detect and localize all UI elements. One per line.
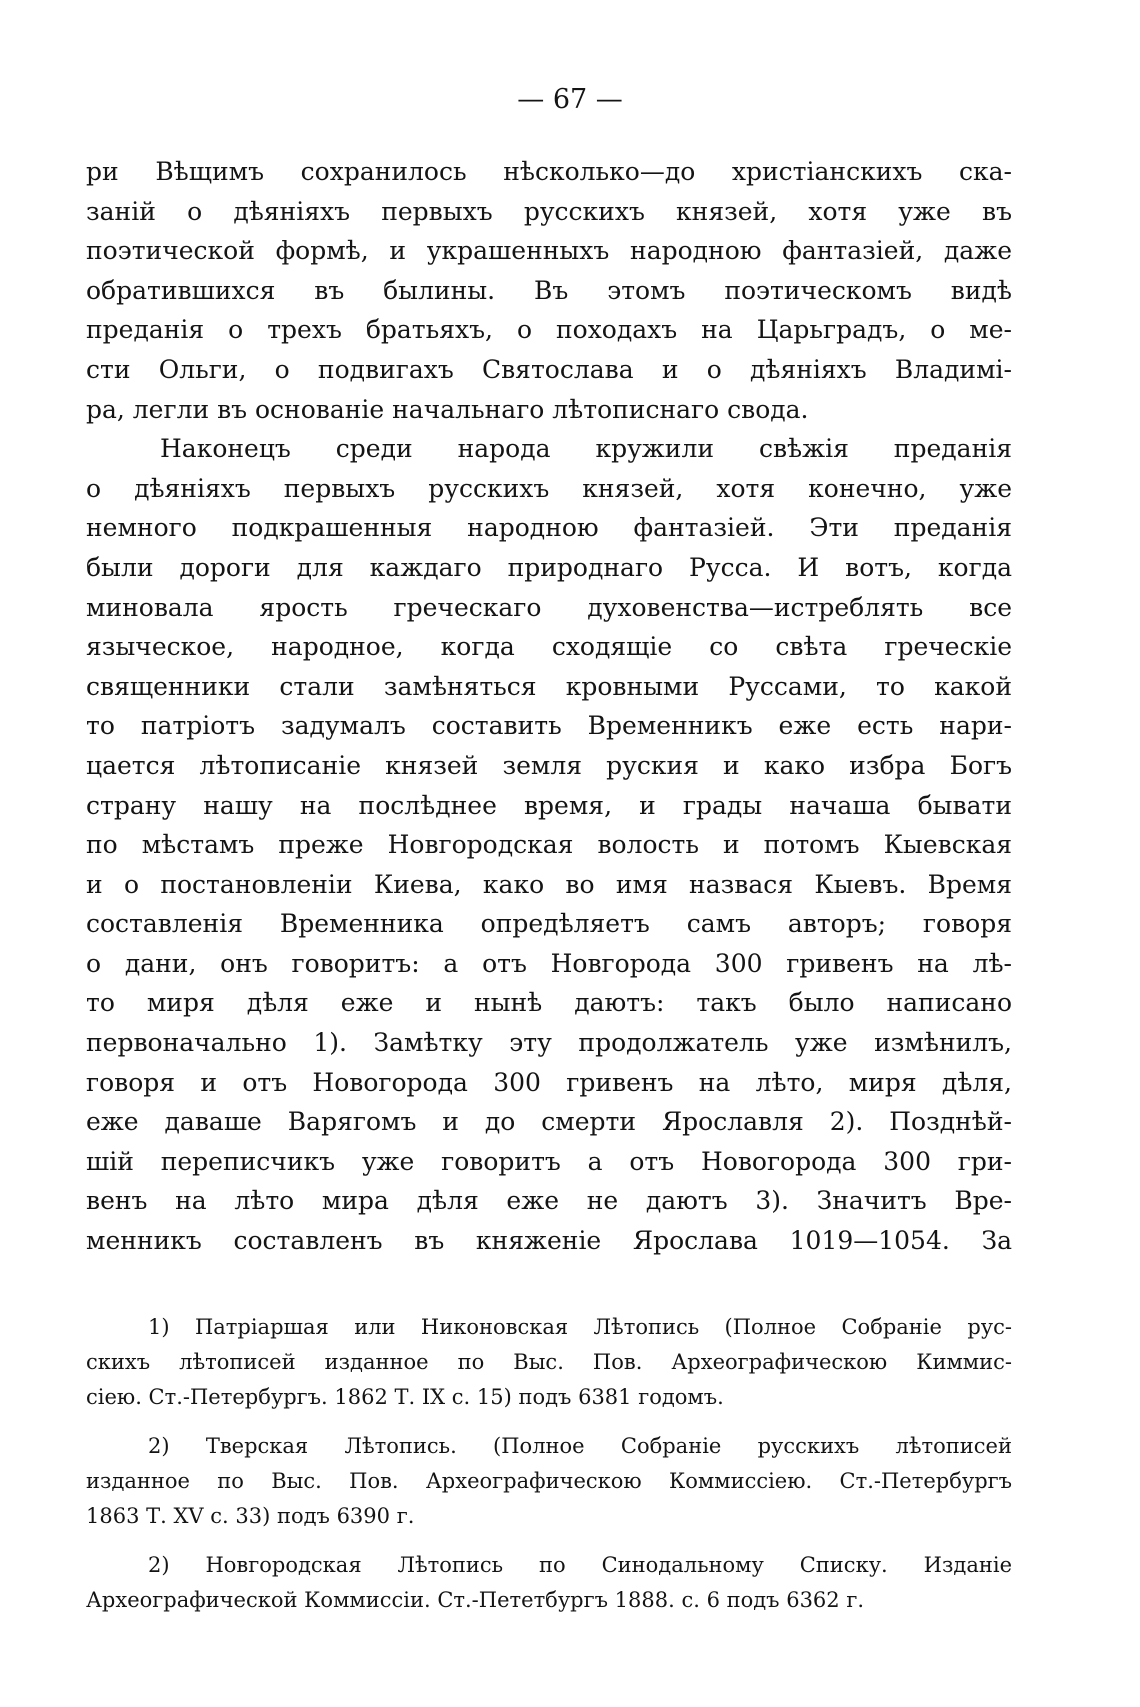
- text-line: преданія о трехъ братьяхъ, о походахъ на Царьградъ, о ме-: [86, 315, 1012, 345]
- text-line: о дѣяніяхъ первыхъ русскихъ князей, хотя конечно, уже: [86, 473, 1012, 503]
- footnote-line: 1863 Т. XV с. 33) подъ 6390 г.: [86, 1504, 415, 1528]
- text-line: венъ на лѣто мира дѣля еже не даютъ 3). Значитъ Вре-: [86, 1186, 1012, 1216]
- footnote-line: сіею. Ст.-Петербургъ. 1862 Т. IX с. 15) подъ 6381 годомъ.: [86, 1385, 724, 1409]
- text-line: были дороги для каждаго природнаго Русса. И вотъ, когда: [86, 552, 1012, 582]
- text-line: сти Ольги, о подвигахъ Святослава и о дѣяніяхъ Владимі-: [86, 354, 1012, 384]
- text-line: ри Вѣщимъ сохранилось нѣсколько—до христіанскихъ ска-: [86, 157, 1012, 186]
- text-line: цается лѣтописаніе князей земля руския и како избра Богъ: [86, 750, 1012, 780]
- text-line: священники стали замѣняться кровными Руссами, то какой: [86, 671, 1012, 701]
- footnote-line: 2) Тверская Лѣтопись. (Полное Собраніе русскихъ лѣтописей: [148, 1434, 1012, 1458]
- text-line: менникъ составленъ въ княженіе Ярослава 1019—1054. За: [86, 1226, 1012, 1256]
- footnote-line: скихъ лѣтописей изданное по Выс. Пов. Археографическою Киммис-: [86, 1350, 1012, 1374]
- text-line: языческое, народное, когда сходящіе со свѣта греческіе: [86, 632, 1012, 662]
- text-line: то миря дѣля еже и нынѣ даютъ: такъ было написано: [86, 988, 1012, 1018]
- text-line: шій переписчикъ уже говоритъ а отъ Новогорода 300 гри-: [86, 1146, 1012, 1176]
- footnote-line: 1) Патріаршая или Никоновская Лѣтопись (Полное Собраніе рус-: [148, 1315, 1012, 1339]
- footnote-3: [86, 1548, 1012, 1618]
- text-line: немного подкрашенныя народною фантазіей. Эти преданія: [86, 513, 1012, 543]
- text-line: ра, легли въ основаніе начальнаго лѣтописнаго свода.: [86, 394, 809, 424]
- text-line: составленія Временника опредѣляетъ самъ авторъ; говоря: [86, 909, 1012, 939]
- text-line: и о постановленіи Киева, како во имя назвася Кыевъ. Время: [86, 869, 1012, 899]
- footnote-line: Археографической Коммиссіи. Ст.-Пететбургъ 1888. с. 6 подъ 6362 г.: [86, 1588, 865, 1612]
- text-line: о дани, онъ говоритъ: а отъ Новгорода 300 гривенъ на лѣ-: [86, 948, 1012, 978]
- text-line: еже даваше Варягомъ и до смерти Ярославля 2). Позднѣй-: [86, 1107, 1012, 1137]
- footnote-line: изданное по Выс. Пов. Археографическою Коммиссіею. Ст.-Петербургъ: [86, 1469, 1012, 1493]
- footnote-line: 2) Новгородская Лѣтопись по Синодальному Списку. Изданіе: [148, 1553, 1012, 1577]
- text-line: обратившихся въ былины. Въ этомъ поэтическомъ видѣ: [86, 275, 1012, 305]
- footnote-1: [86, 1310, 1012, 1415]
- text-line: миновала ярость греческаго духовенства—истреблять все: [86, 592, 1012, 622]
- main-text: [86, 152, 1012, 1261]
- text-line: заній о дѣяніяхъ первыхъ русскихъ князей, хотя уже въ: [86, 196, 1012, 226]
- footnotes: [86, 1310, 1012, 1632]
- text-line: по мѣстамъ преже Новгородская волость и потомъ Кыевская: [86, 830, 1012, 860]
- text-line: поэтической формѣ, и украшенныхъ народною фантазіей, даже: [86, 236, 1012, 266]
- text-line: то патріотъ задумалъ составить Временникъ еже есть нари-: [86, 711, 1012, 741]
- text-line: Наконецъ среди народа кружили свѣжія преданія: [160, 434, 1012, 464]
- text-line: первоначально 1). Замѣтку эту продолжатель уже измѣнилъ,: [86, 1028, 1012, 1058]
- footnote-2: [86, 1429, 1012, 1534]
- page-number: — 67 —: [517, 84, 623, 115]
- text-line: говоря и отъ Новогорода 300 гривенъ на лѣто, миря дѣля,: [86, 1067, 1012, 1097]
- text-line: страну нашу на послѣднее время, и грады начаша бывати: [86, 790, 1012, 820]
